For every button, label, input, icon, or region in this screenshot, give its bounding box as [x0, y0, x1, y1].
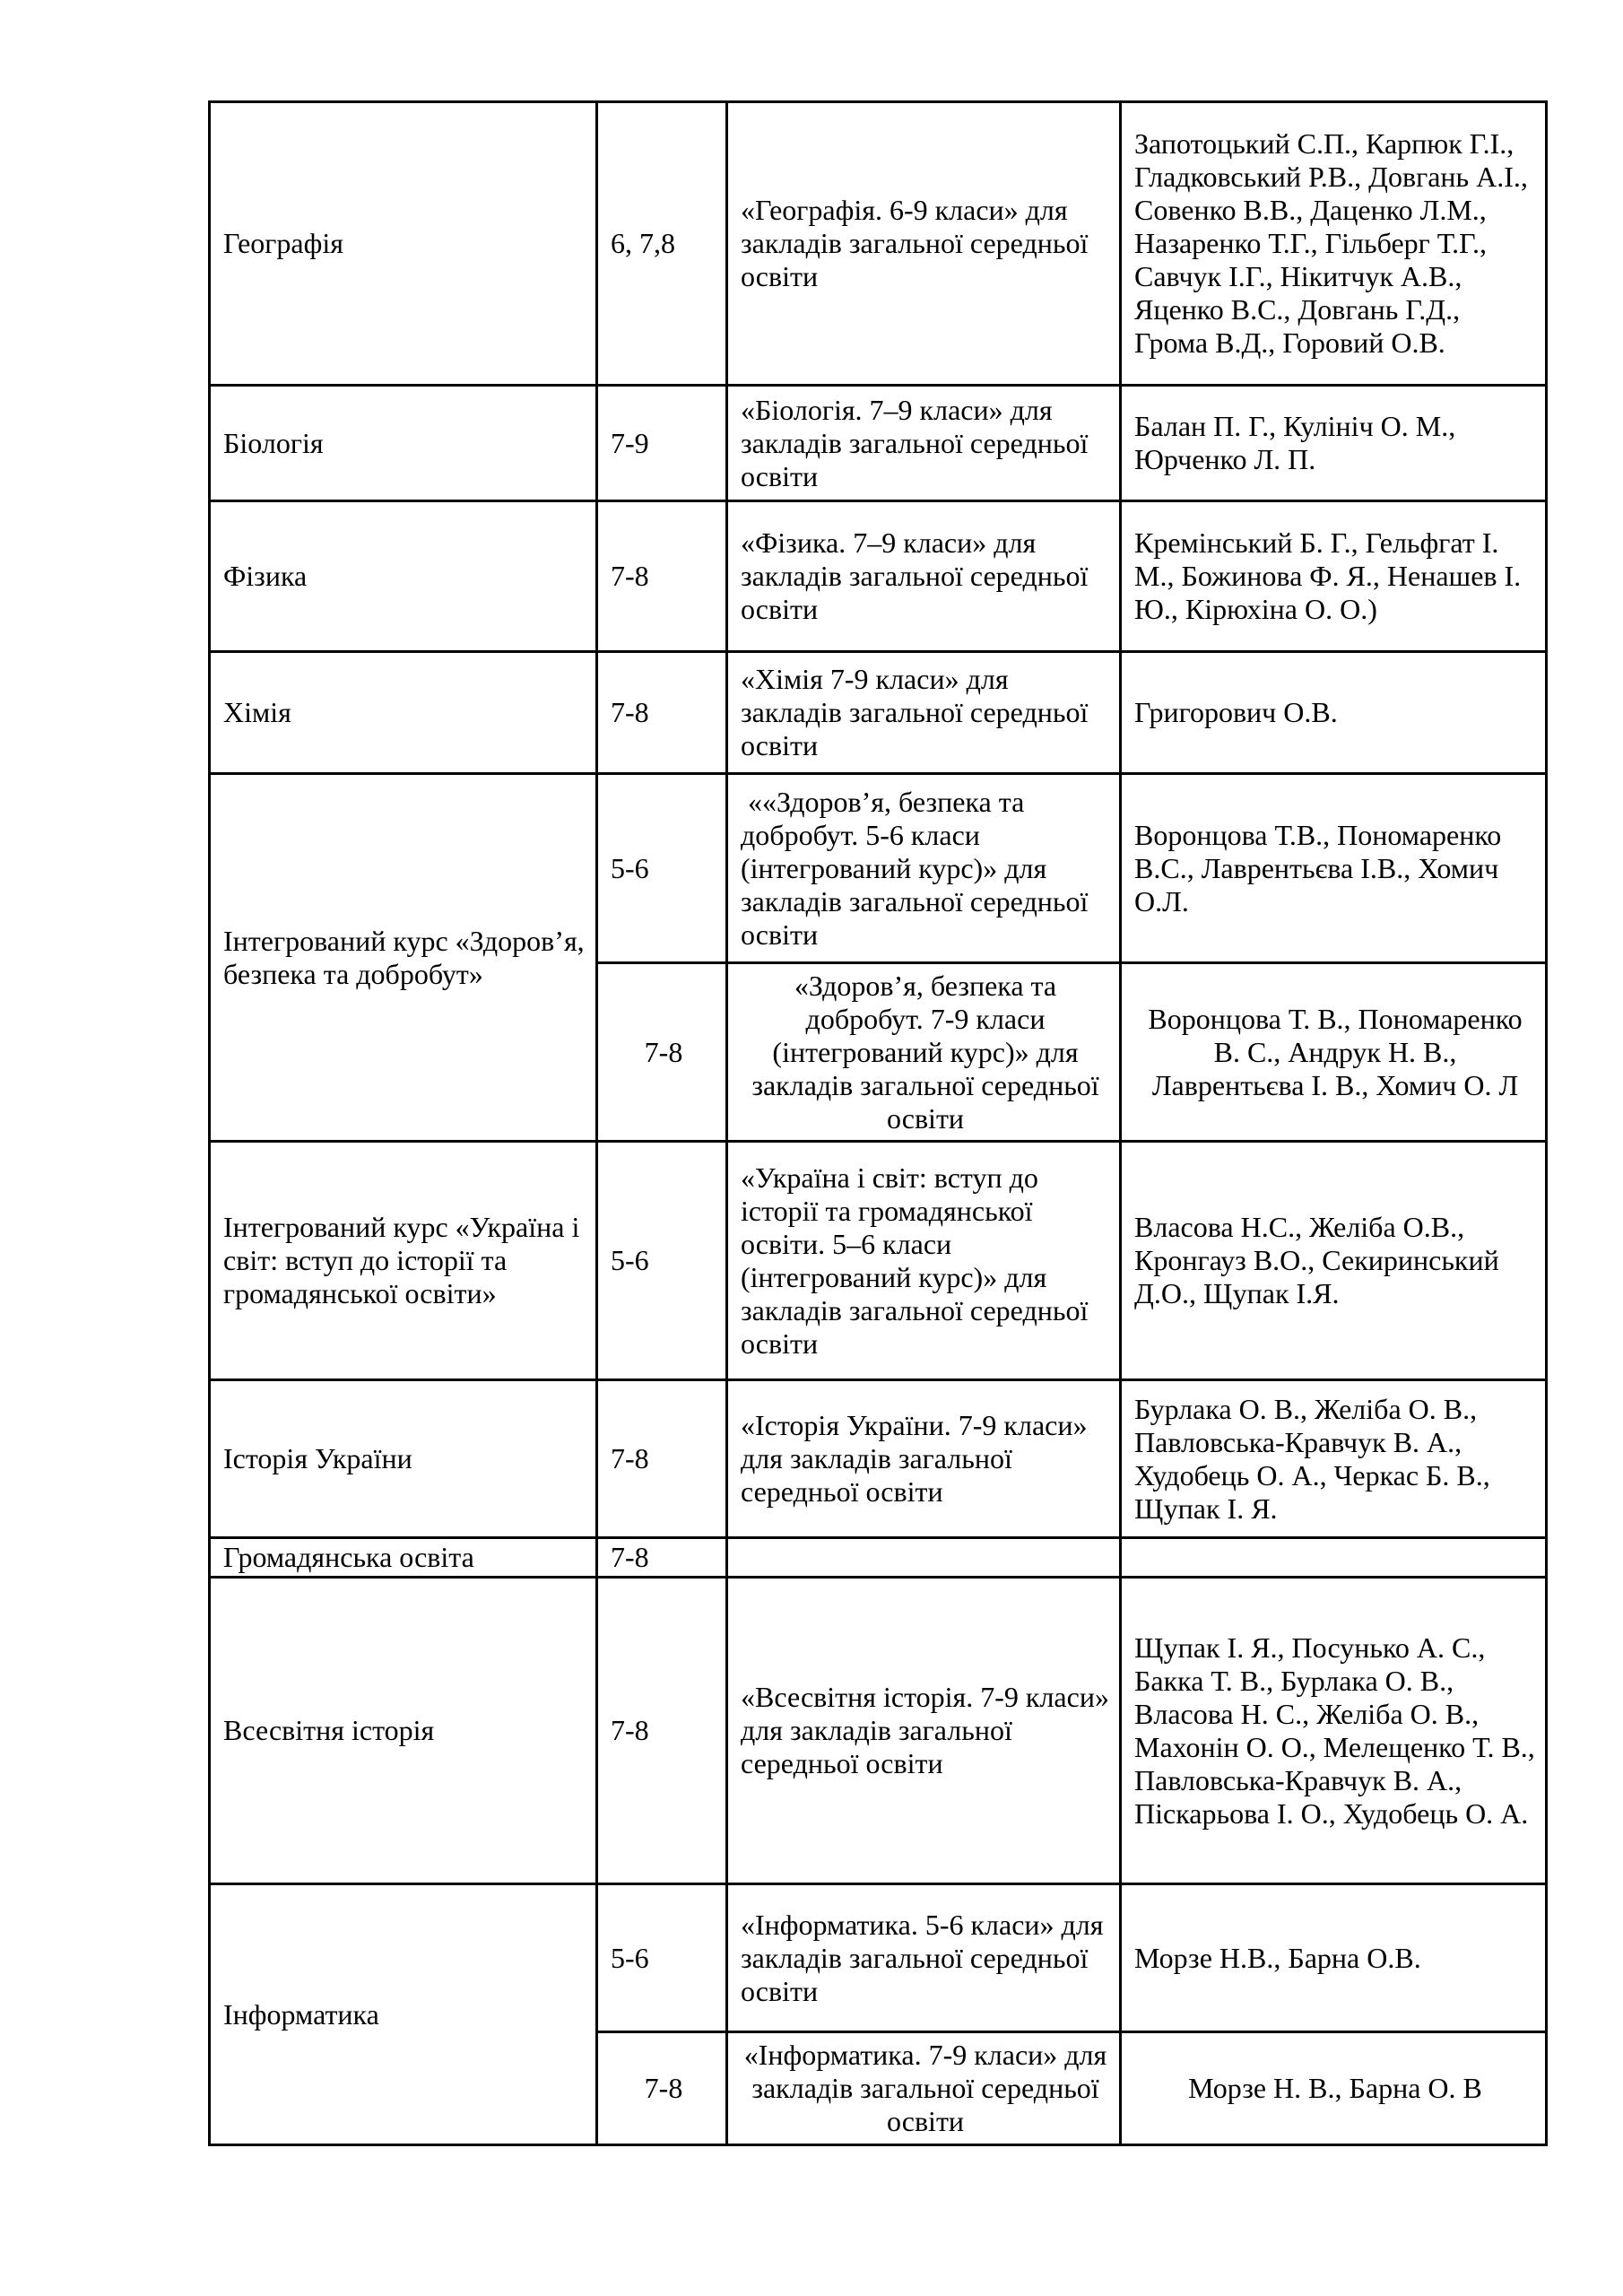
authors-cell: Воронцова Т. В., Пономаренко В. С., Андрук Н. В., Лаврентьєва І. В., Хомич О. Л: [1121, 963, 1547, 1142]
grades-cell: 7-8: [597, 963, 727, 1142]
textbooks-table: [208, 100, 1548, 2146]
textbook-title-cell: «Здоров’я, безпека та добробут. 7-9 класи (інтегрований курс)» для закладів загальної середньої освіти: [727, 963, 1121, 1142]
authors-cell: Власова Н.С., Желіба О.В., Кронгауз В.О., Секиринський Д.О., Щупак І.Я.: [1121, 1142, 1547, 1380]
table-row: [210, 102, 1547, 386]
subject-cell: Громадянська освіта: [210, 1538, 597, 1578]
authors-cell: Щупак І. Я., Посунько А. С., Бакка Т. В., Бурлака О. В., Власова Н. С., Желіба О. В., Махонін О. О., Мелещенко Т. В., Павловська-Кравчук В. А., Піскарьова І. О., Худобець О. А.: [1121, 1578, 1547, 1884]
subject-cell: Інформатика: [210, 1884, 597, 2145]
authors-cell: Морзе Н. В., Барна О. В: [1121, 2032, 1547, 2145]
authors-cell: Морзе Н.В., Барна О.В.: [1121, 1884, 1547, 2032]
table-row: [210, 501, 1547, 652]
table-row: [210, 1380, 1547, 1538]
grades-cell: 5-6: [597, 774, 727, 963]
textbook-title-cell: «Географія. 6-9 класи» для закладів загальної середньої освіти: [727, 102, 1121, 386]
authors-cell: Запотоцький С.П., Карпюк Г.І., Гладковський Р.В., Довгань А.І., Совенко В.В., Даценко Л.М., Назаренко Т.Г., Гільберг Т.Г., Савчук І.Г., Нікитчук А.В., Яценко В.С., Довгань Г.Д., Грома В.Д., Горовий О.В.: [1121, 102, 1547, 386]
table-row: [210, 1884, 1547, 2032]
authors-cell: Григорович О.В.: [1121, 652, 1547, 774]
textbook-title-cell: «Історія України. 7-9 класи» для закладів загальної середньої освіти: [727, 1380, 1121, 1538]
subject-cell: Географія: [210, 102, 597, 386]
textbook-title-cell: «Хімія 7-9 класи» для закладів загальної середньої освіти: [727, 652, 1121, 774]
grades-cell: 7-8: [597, 1380, 727, 1538]
grades-cell: 7-8: [597, 1578, 727, 1884]
grades-cell: 5-6: [597, 1884, 727, 2032]
grades-cell: 7-8: [597, 652, 727, 774]
authors-cell: Бурлака О. В., Желіба О. В., Павловська-Кравчук В. А., Худобець О. А., Черкас Б. В., Щупак І. Я.: [1121, 1380, 1547, 1538]
subject-cell: Біологія: [210, 386, 597, 501]
subject-cell: Історія України: [210, 1380, 597, 1538]
textbook-title-cell: «Всесвітня історія. 7-9 класи» для закладів загальної середньої освіти: [727, 1578, 1121, 1884]
empty-cell: [1121, 1538, 1547, 1578]
textbook-title-cell: «Фізика. 7–9 класи» для закладів загальної середньої освіти: [727, 501, 1121, 652]
subject-cell: Фізика: [210, 501, 597, 652]
grades-cell: 7-8: [597, 2032, 727, 2145]
authors-cell: Балан П. Г., Кулініч О. М., Юрченко Л. П.: [1121, 386, 1547, 501]
empty-cell: [727, 1538, 1121, 1578]
textbook-title-cell: «Інформатика. 7-9 класи» для закладів загальної середньої освіти: [727, 2032, 1121, 2145]
table-row: [210, 652, 1547, 774]
textbook-title-cell: «Інформатика. 5-6 класи» для закладів загальної середньої освіти: [727, 1884, 1121, 2032]
grades-cell: 7-8: [597, 1538, 727, 1578]
table-row: [210, 1578, 1547, 1884]
table-row: [210, 386, 1547, 501]
grades-cell: 7-8: [597, 501, 727, 652]
grades-cell: 6, 7,8: [597, 102, 727, 386]
textbook-title-cell: ««Здоров’я, безпека та добробут. 5-6 класи (інтегрований курс)» для закладів загальної середньої освіти: [727, 774, 1121, 963]
textbook-title-cell: «Україна і світ: вступ до історії та громадянської освіти. 5–6 класи (інтегрований курс)» для закладів загальної середньої освіти: [727, 1142, 1121, 1380]
table-row: [210, 1538, 1547, 1578]
authors-cell: Воронцова Т.В., Пономаренко В.С., Лаврентьєва І.В., Хомич О.Л.: [1121, 774, 1547, 963]
subject-cell: Всесвітня історія: [210, 1578, 597, 1884]
grades-cell: 7-9: [597, 386, 727, 501]
subject-cell: Інтегрований курс «Україна і світ: вступ до історії та громадянської освіти»: [210, 1142, 597, 1380]
subject-cell: Хімія: [210, 652, 597, 774]
table-row: [210, 1142, 1547, 1380]
textbook-title-cell: «Біологія. 7–9 класи» для закладів загальної середньої освіти: [727, 386, 1121, 501]
table-row: [210, 774, 1547, 963]
subject-cell: Інтегрований курс «Здоров’я, безпека та добробут»: [210, 774, 597, 1142]
authors-cell: Кремінський Б. Г., Гельфгат І. М., Божинова Ф. Я., Ненашев І. Ю., Кірюхіна О. О.): [1121, 501, 1547, 652]
grades-cell: 5-6: [597, 1142, 727, 1380]
